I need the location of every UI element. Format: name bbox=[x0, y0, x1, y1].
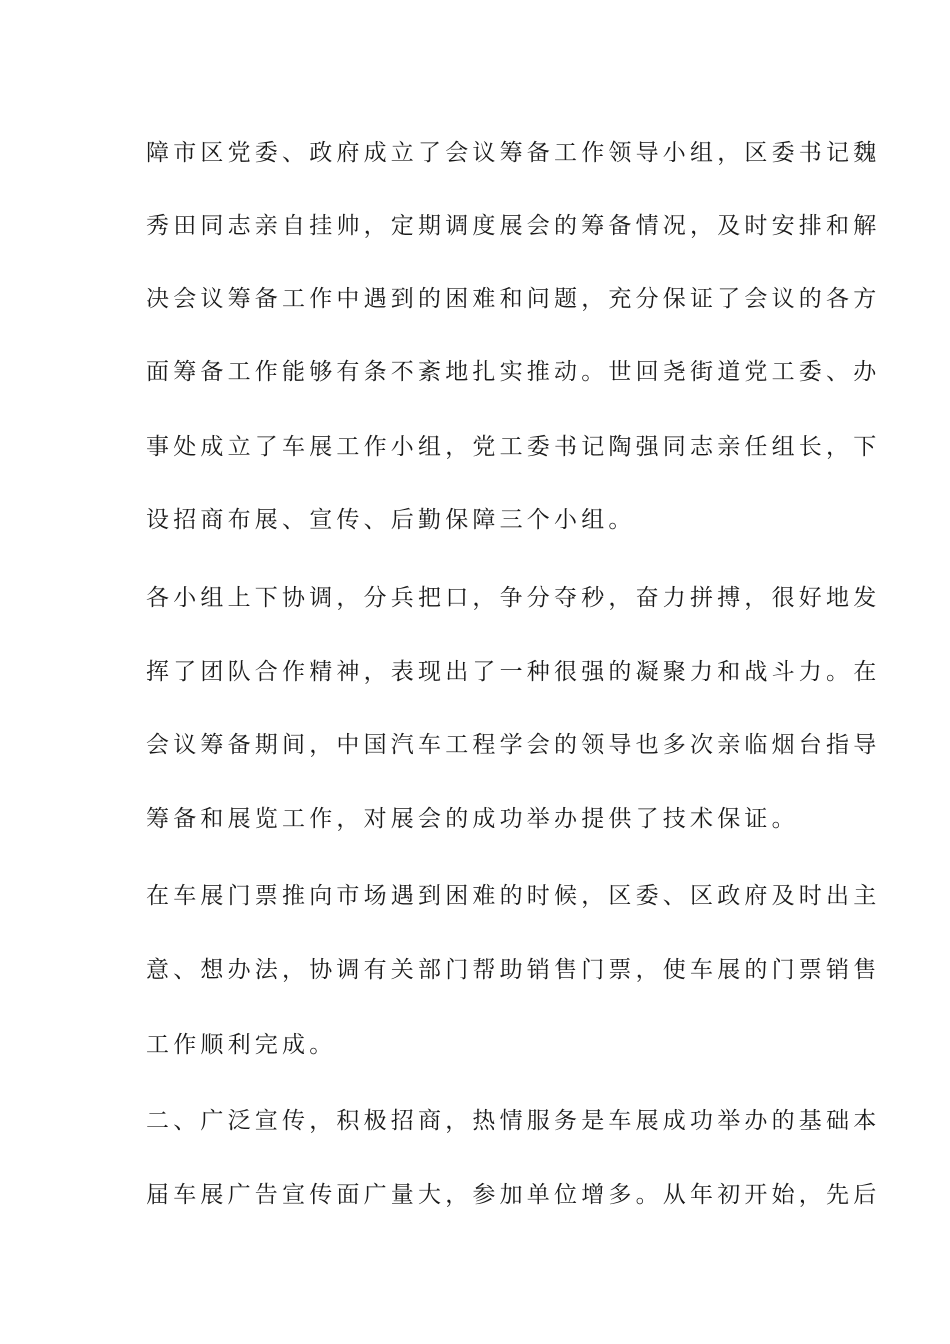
text-line: 工作顺利完成。 bbox=[146, 1032, 337, 1058]
text-line: 届车展广告宣传面广量大，参加单位增多。从年初开始，先后 bbox=[146, 1182, 881, 1208]
text-line: 挥了团队合作精神，表现出了一种很强的凝聚力和战斗力。在 bbox=[146, 659, 881, 685]
text-line: 面筹备工作能够有条不紊地扎实推动。世回尧街道党工委、办 bbox=[146, 359, 881, 385]
text-line: 二、广泛宣传，积极招商，热情服务是车展成功举办的基础本 bbox=[146, 1108, 881, 1134]
text-line: 设招商布展、宣传、后勤保障三个小组。 bbox=[146, 507, 636, 533]
text-line: 决会议筹备工作中遇到的困难和问题，充分保证了会议的各方 bbox=[146, 286, 881, 312]
text-line: 会议筹备期间，中国汽车工程学会的领导也多次亲临烟台指导 bbox=[146, 732, 881, 758]
text-line: 在车展门票推向市场遇到困难的时候，区委、区政府及时出主 bbox=[146, 883, 881, 909]
text-line: 秀田同志亲自挂帅，定期调度展会的筹备情况，及时安排和解 bbox=[146, 213, 881, 239]
text-line: 各小组上下协调，分兵把口，争分夺秒，奋力拼搏，很好地发 bbox=[146, 585, 881, 611]
text-line: 事处成立了车展工作小组，党工委书记陶强同志亲任组长，下 bbox=[146, 434, 881, 460]
text-line: 障市区党委、政府成立了会议筹备工作领导小组，区委书记魏 bbox=[146, 140, 881, 166]
text-line: 意、想办法，协调有关部门帮助销售门票，使车展的门票销售 bbox=[146, 957, 881, 983]
text-line: 筹备和展览工作，对展会的成功举办提供了技术保证。 bbox=[146, 806, 799, 832]
